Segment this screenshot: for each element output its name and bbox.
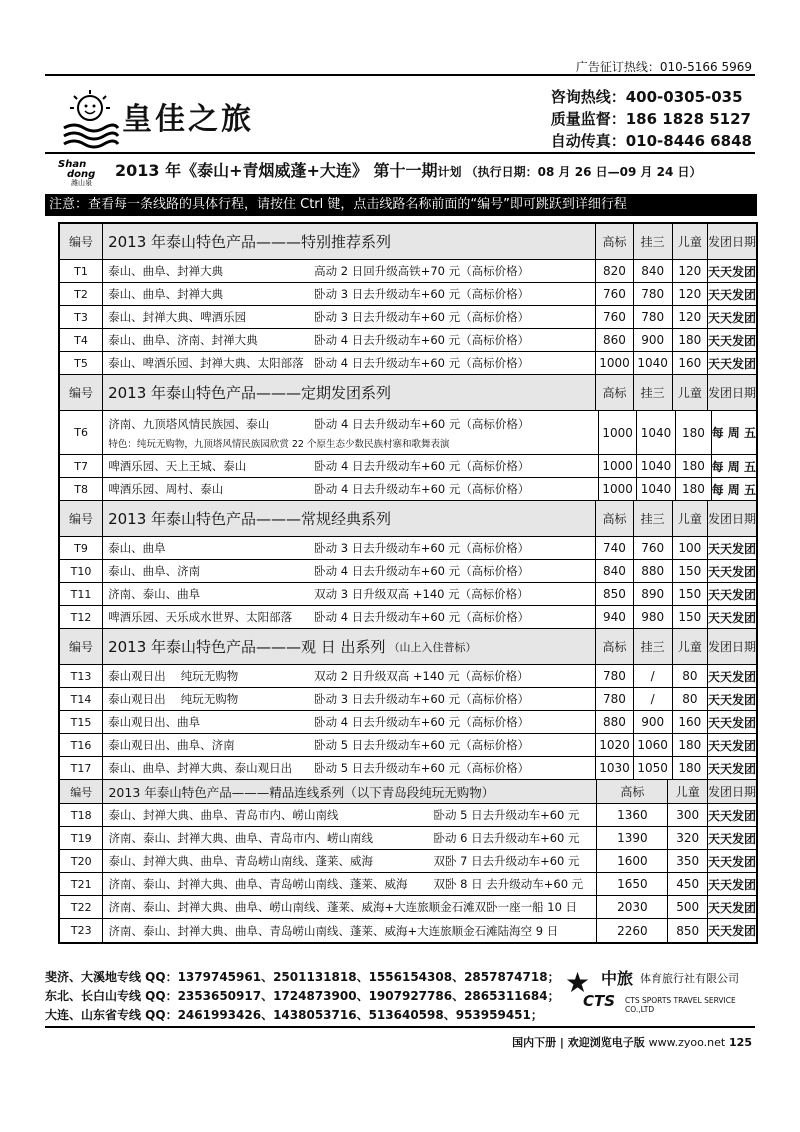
route-transport: 卧动 4 日去升级动车+60 元（高标价格） [314,416,530,431]
route-code-link[interactable]: T8 [60,478,103,500]
brand-logo [60,88,290,148]
section-header [60,501,756,537]
price-gao: 1000 [599,411,636,454]
price-gao: 1000 [596,352,633,374]
route-name: 泰山观日出、曲阜 [108,715,201,729]
route-name: 泰山观日出 纯玩无购物 [108,669,239,683]
depart-date: 天天发团 [707,924,756,938]
star-icon: ★ [565,966,591,999]
price-kid: 150 [673,583,708,605]
route-desc [103,606,596,628]
section-title-text: 2013 年泰山特色产品———常规经典系列 [108,510,392,528]
page-footer [512,1034,752,1050]
depart-date: 天天发团 [707,738,756,753]
route-code-link[interactable]: T16 [60,734,103,756]
route-desc [103,583,596,605]
route-code-link[interactable]: T18 [60,804,103,826]
table-row [60,537,756,560]
svg-text:Shan: Shan [58,159,87,170]
price-gua: 1060 [634,734,673,756]
price-kid: 120 [673,260,708,282]
price-gao: 760 [596,283,633,305]
price-gua: 900 [634,711,673,733]
route-desc [103,665,596,687]
route-name: 济南、泰山、曲阜 [108,587,201,601]
route-transport: 双动 3 日升级双高 +140 元（高标价格） [314,587,529,601]
route-desc [103,478,599,500]
route-name: 泰山、曲阜、封禅大典、泰山观日出 [108,761,293,775]
depart-date: 天天发团 [707,356,756,371]
col-date: 发团日期 [707,640,756,654]
col-gua: 挂三 [634,501,673,536]
route-transport: 卧动 3 日去升级动车+60 元（高标价格） [314,541,530,555]
table-row [60,734,756,757]
route-transport: 卧动 5 日去升级动车+60 元（高标价格） [314,761,530,775]
price-gua: 780 [634,283,673,305]
depart-date: 每 周 五 [711,482,756,497]
route-code-link[interactable]: T19 [60,827,103,849]
col-num: 编号 [60,629,103,664]
page-number: 125 [729,1036,752,1049]
table-row [60,850,756,873]
depart-date: 天天发团 [707,310,756,325]
price-gao: 820 [596,260,633,282]
brand-name: 皇佳之旅 [122,102,254,137]
route-code-link[interactable]: T12 [60,606,103,628]
price-gao: 2260 [597,919,668,942]
price-gao: 760 [596,306,633,328]
price-kid: 180 [673,734,708,756]
depart-date: 天天发团 [707,587,756,602]
depart-date: 天天发团 [707,877,756,892]
price-gua: 900 [634,329,673,351]
section-title [103,375,596,410]
col-num: 编号 [60,224,103,259]
top-rule [45,74,755,76]
price-gua: / [634,665,673,687]
col-kid: 儿童 [673,629,708,664]
price-gua: 1050 [634,757,673,779]
route-transport: 双卧 8 日 去升级动车+60 元 [433,877,584,891]
price-kid: 120 [673,306,708,328]
route-transport: 卧动 3 日去升级动车+60 元（高标价格） [314,310,530,324]
qq-line: 东北、长白山专线 QQ：2353650917、1724873900、1907927786、2865311684； [45,989,560,1003]
price-gua: 780 [634,306,673,328]
price-gua: 760 [634,537,673,559]
route-feature: 特色：纯玩无购物，九顶塔风情民族园欣赏 22 个原生态少数民族村寨和歌舞表演 [108,438,450,450]
route-transport: 卧动 4 日去升级动车+60 元（高标价格） [314,482,530,496]
route-code-link[interactable]: T3 [60,306,103,328]
price-gao: 940 [596,606,633,628]
section-title-text: 2013 年泰山特色产品———观 日 出系列 [108,638,386,656]
depart-date: 天天发团 [707,610,756,625]
route-transport: 卧动 3 日去升级动车+60 元（高标价格） [314,287,530,301]
quality-hotline: 质量监督：186 1828 5127 [550,110,751,128]
route-code-link[interactable]: T17 [60,757,103,779]
table-row [60,329,756,352]
route-desc [103,919,597,942]
route-desc [103,896,597,918]
route-code-link[interactable]: T11 [60,583,103,605]
cts-english: CTS SPORTS TRAVEL SERVICE CO.,LTD [625,996,736,1014]
table-row [60,711,756,734]
price-gao: 850 [596,583,633,605]
price-kid: 150 [673,560,708,582]
route-name: 济南、九顶塔风情民族园、泰山 [108,416,270,431]
table-row [60,306,756,329]
price-kid: 180 [676,455,711,477]
table-row [60,283,756,306]
header-rule [45,152,755,154]
col-kid: 儿童 [673,375,708,410]
route-desc [103,260,596,282]
col-gua: 挂三 [634,629,673,664]
table-row [60,606,756,629]
col-kid: 儿童 [668,780,708,803]
price-kid: 350 [668,850,708,872]
col-gao: 高标 [596,375,633,410]
route-transport: 卧动 4 日去升级动车+60 元（高标价格） [314,564,530,578]
price-table [58,222,758,944]
table-row [60,352,756,375]
route-code-link[interactable]: T15 [60,711,103,733]
col-gao: 高标 [596,501,633,536]
col-gao: 高标 [596,224,633,259]
route-name: 泰山、曲阜、封禅大典 [108,287,224,301]
depart-date: 每 周 五 [711,426,756,440]
route-code-link[interactable]: T20 [60,850,103,872]
svg-text:dong: dong [67,169,96,180]
plan-title [115,158,702,181]
price-kid: 180 [676,478,711,500]
price-gao: 860 [596,329,633,351]
route-code-link[interactable]: T6 [60,411,103,454]
route-desc [103,455,599,477]
route-transport: 卧动 5 日去升级动车+60 元 [433,808,580,822]
route-code-link[interactable]: T5 [60,352,103,374]
section-header [60,780,756,804]
price-kid: 80 [673,665,708,687]
price-gua: 980 [634,606,673,628]
price-gao: 1000 [599,478,636,500]
section-title [103,501,596,536]
price-kid: 160 [673,352,708,374]
price-gao: 740 [596,537,633,559]
col-gao: 高标 [596,629,633,664]
price-gao: 880 [596,711,633,733]
route-desc [103,734,596,756]
table-row [60,560,756,583]
col-gua: 挂三 [634,375,673,410]
depart-date: 天天发团 [707,669,756,684]
route-name: 泰山、封禅大典、啤酒乐园 [108,310,247,324]
price-gua: 1040 [637,455,676,477]
section-header [60,375,756,411]
shandong-logo-icon [57,156,109,186]
price-gua: 840 [634,260,673,282]
table-row [60,688,756,711]
price-gao: 1360 [597,804,668,826]
section-title-text: 2013 年泰山特色产品———特别推荐系列 [108,233,392,251]
price-kid: 500 [668,896,708,918]
depart-date: 天天发团 [707,564,756,579]
depart-date: 天天发团 [707,264,756,279]
route-code-link[interactable]: T13 [60,665,103,687]
route-code-link[interactable]: T22 [60,896,103,918]
depart-date: 天天发团 [707,808,756,823]
route-name: 泰山、曲阜、济南、封禅大典 [108,333,258,347]
table-row [60,583,756,606]
price-gao: 1600 [597,850,668,872]
shandong-logo [57,156,109,186]
route-name: 泰山、封禅大典、曲阜、青岛崂山南线、蓬莱、威海 [108,854,373,868]
route-code-link[interactable]: T14 [60,688,103,710]
route-code-link[interactable]: T21 [60,873,103,895]
price-kid: 100 [673,537,708,559]
depart-date: 天天发团 [707,541,756,556]
route-transport: 卧动 4 日去升级动车+60 元（高标价格） [314,459,530,473]
col-num: 编号 [60,501,103,536]
depart-date: 天天发团 [707,761,756,776]
col-date: 发团日期 [707,512,756,526]
hotlines [551,86,752,152]
sun-wave-icon [60,88,120,148]
section-title-text: 2013 年泰山特色产品———精品连线系列（以下青岛段纯玩无购物） [108,784,495,800]
section-title [103,629,596,664]
notice-bar: 注意：查看每一条线路的具体行程，请按住 Ctrl 键，点击线路名称前面的“编号”即可跳跃到详细行程 [45,194,757,216]
price-gua: 1040 [637,411,676,454]
route-transport: 双卧 7 日去升级动车+60 元 [433,854,580,868]
table-row [60,757,756,780]
plan-title-note: 计划 （执行日期：08 月 26 日—09 月 24 日） [437,165,702,179]
route-desc [103,873,597,895]
price-gao: 780 [596,665,633,687]
footer-site-link[interactable]: www.zyoo.net [648,1036,726,1049]
price-kid: 320 [668,827,708,849]
table-row [60,896,756,919]
col-date: 发团日期 [707,785,756,799]
route-transport: 卧动 4 日去升级动车+60 元（高标价格） [314,356,530,370]
route-code-link[interactable]: T23 [60,919,103,942]
route-code-link[interactable]: T4 [60,329,103,351]
route-name: 泰山观日出、曲阜、济南 [108,738,235,752]
route-transport: 高动 2 日回升级高铁+70 元（高标价格） [314,264,530,278]
route-desc [103,352,596,374]
route-code-link[interactable]: T1 [60,260,103,282]
price-kid: 150 [673,606,708,628]
col-gua: 挂三 [634,224,673,259]
depart-date: 天天发团 [707,287,756,302]
qq-line: 大连、山东省专线 QQ：2461993426、1438053716、513640598、953959451； [45,1008,543,1022]
price-kid: 180 [673,329,708,351]
plan-title-main: 2013 年《泰山+青烟威蓬+大连》 第十一期 [115,161,438,180]
price-gao: 1030 [596,757,633,779]
price-gao: 1000 [599,455,636,477]
route-transport: 卧动 4 日去升级动车+60 元（高标价格） [314,610,530,624]
route-name: 啤酒乐园、周村、泰山 [108,482,224,496]
route-name: 泰山、曲阜、济南 [108,564,201,578]
footer-rule [45,1026,755,1028]
cts-company: 体育旅行社有限公司 [640,972,739,985]
route-name: 啤酒乐园、天乐成水世界、太阳部落 [108,610,293,624]
price-gua: 1040 [634,352,673,374]
price-gao: 2030 [597,896,668,918]
depart-date: 天天发团 [707,831,756,846]
route-name: 泰山、啤酒乐园、封禅大典、太阳部落 [108,356,304,370]
table-row [60,873,756,896]
fax-hotline: 自动传真：010-8446 6848 [550,132,752,150]
table-row [60,478,756,501]
price-gao: 1020 [596,734,633,756]
price-gua: 1040 [637,478,676,500]
price-kid: 120 [673,283,708,305]
section-tag: （山上入住普标） [388,640,477,654]
depart-date: 天天发团 [707,692,756,707]
route-desc [103,411,599,454]
route-name: 泰山、曲阜、封禅大典 [108,264,224,278]
table-row [60,827,756,850]
col-date: 发团日期 [707,235,756,249]
col-kid: 儿童 [673,224,708,259]
price-kid: 850 [668,919,708,942]
price-kid: 80 [673,688,708,710]
route-transport: 双动 2 日升级双高 +140 元（高标价格） [314,669,529,683]
price-gao: 1650 [597,873,668,895]
depart-date: 每 周 五 [711,459,756,474]
section-title-text: 2013 年泰山特色产品———定期发团系列 [108,384,392,402]
route-transport: 卧动 3 日去升级动车+60 元（高标价格） [314,692,530,706]
price-kid: 160 [673,711,708,733]
route-name: 济南、泰山、封禅大典、曲阜、青岛崂山南线、蓬莱、威海+大连旅顺金石滩陆海空 9 日 [108,923,559,938]
route-desc [103,306,596,328]
price-kid: 300 [668,804,708,826]
route-desc [103,329,596,351]
qq-contacts [45,968,560,1025]
price-gua: 890 [634,583,673,605]
price-gua: / [634,688,673,710]
col-num: 编号 [60,780,103,803]
price-gao: 780 [596,688,633,710]
route-code-link[interactable]: T2 [60,283,103,305]
depart-date: 天天发团 [707,900,756,915]
route-desc [103,688,596,710]
route-name: 啤酒乐园、天上王城、泰山 [108,459,247,473]
route-desc [103,537,596,559]
route-code-link[interactable]: T7 [60,455,103,477]
route-code-link[interactable]: T9 [60,537,103,559]
route-desc [103,757,596,779]
consult-hotline: 咨询热线：400-0305-035 [550,88,743,106]
ad-hotline: 广告征订热线：010-5166 5969 [575,60,752,74]
depart-date: 天天发团 [707,715,756,730]
col-kid: 儿童 [673,501,708,536]
col-date: 发团日期 [707,386,756,400]
col-gao: 高标 [597,780,668,803]
qq-line: 斐济、大溪地专线 QQ：1379745961、2501131818、1556154308、2857874718； [45,970,560,984]
route-name: 泰山、曲阜 [108,541,166,555]
price-kid: 180 [676,411,711,454]
route-transport: 卧动 6 日去升级动车+60 元 [433,831,580,845]
table-row [60,455,756,478]
route-code-link[interactable]: T10 [60,560,103,582]
route-transport: 卧动 4 日去升级动车+60 元（高标价格） [314,715,530,729]
route-desc [103,560,596,582]
depart-date: 天天发团 [707,333,756,348]
section-title [103,780,597,803]
table-row [60,665,756,688]
route-name: 济南、泰山、封禅大典、曲阜、崂山南线、蓬莱、威海+大连旅顺金石滩双卧一座一船 10 日 [108,900,578,914]
route-desc [103,711,596,733]
route-name: 泰山、封禅大典、曲阜、青岛市内、崂山南线 [108,808,339,822]
cts-code: CTS [583,992,616,1010]
price-kid: 180 [673,757,708,779]
svg-text:潍山泉: 潍山泉 [71,179,92,187]
table-row [60,804,756,827]
route-transport: 卧动 4 日去升级动车+60 元（高标价格） [314,333,530,347]
section-header [60,224,756,260]
footer-text: 国内下册 | 欢迎浏览电子版 [512,1036,645,1049]
route-desc [103,283,596,305]
price-gao: 1390 [597,827,668,849]
table-row [60,919,756,942]
route-desc [103,804,597,826]
table-row [60,260,756,283]
route-name: 济南、泰山、封禅大典、曲阜、青岛崂山南线、蓬莱、威海 [108,877,408,891]
cts-logo [565,966,757,1014]
section-header [60,629,756,665]
route-desc [103,827,597,849]
route-desc [103,850,597,872]
price-kid: 450 [668,873,708,895]
price-gua: 880 [634,560,673,582]
route-name: 泰山观日出 纯玩无购物 [108,692,239,706]
col-num: 编号 [60,375,103,410]
table-row [60,411,756,455]
section-title [103,224,596,259]
route-transport: 卧动 5 日去升级动车+60 元（高标价格） [314,738,530,752]
cts-zl: 中旅 [601,969,634,988]
route-name: 济南、泰山、封禅大典、曲阜、青岛市内、崂山南线 [108,831,373,845]
price-gao: 840 [596,560,633,582]
depart-date: 天天发团 [707,854,756,869]
